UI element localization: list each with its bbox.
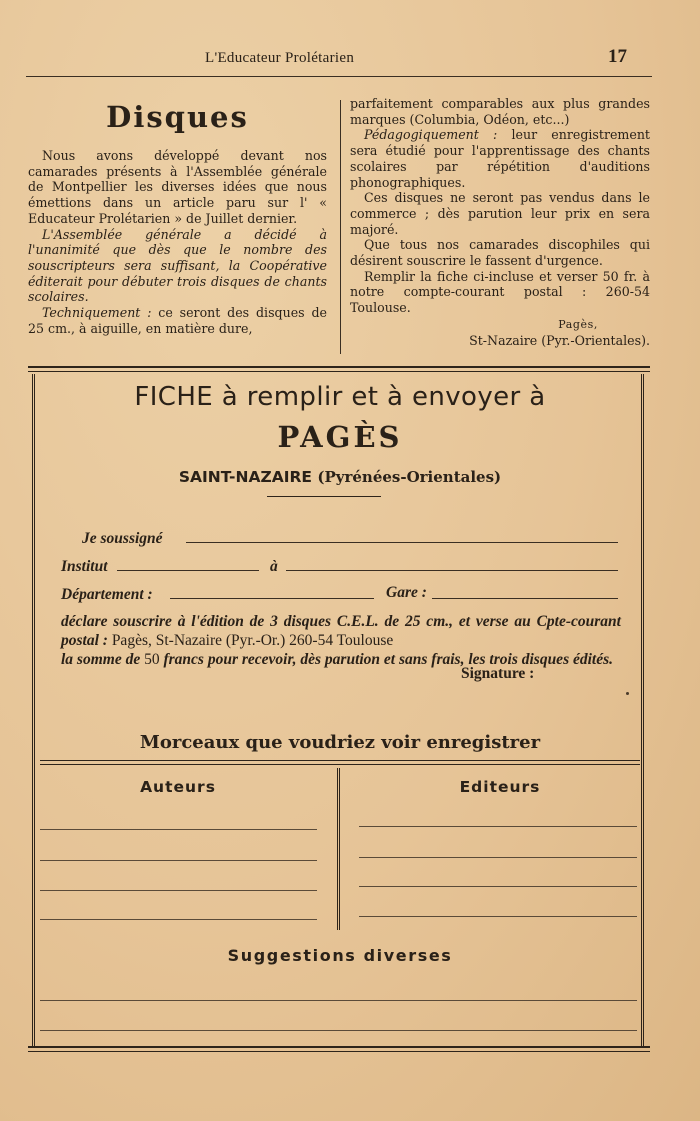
pedagogy-label: Pédagogiquement : bbox=[364, 127, 498, 143]
form-declaration bbox=[61, 612, 621, 669]
field-soussigne-line[interactable] bbox=[186, 542, 618, 543]
signature-label: Signature : bbox=[461, 665, 535, 682]
table-top-rule bbox=[40, 760, 640, 761]
suggestions-line[interactable] bbox=[40, 1000, 637, 1001]
suggestions-title: Suggestions diverses bbox=[227, 946, 453, 965]
field-label-soussigne: Je soussigné bbox=[82, 530, 163, 547]
suggestions-line[interactable] bbox=[40, 1030, 637, 1031]
technique-text: ce seront des disques de 25 cm., à aiguille, en matière dure, bbox=[28, 305, 327, 336]
page-number: 17 bbox=[608, 46, 627, 67]
form-recipient-place bbox=[40, 468, 640, 486]
declaration-part: 50 bbox=[140, 651, 164, 668]
article-title: Disques bbox=[106, 100, 249, 134]
editeurs-line[interactable] bbox=[359, 857, 637, 858]
field-label-a: à bbox=[270, 558, 278, 575]
field-label-gare: Gare : bbox=[386, 584, 427, 601]
running-header-title: L'Educateur Prolétarien bbox=[205, 50, 355, 66]
form-top-rule bbox=[28, 366, 650, 372]
editeurs-line[interactable] bbox=[359, 916, 637, 917]
field-a-line[interactable] bbox=[286, 570, 618, 571]
place-main: SAINT-NAZAIRE bbox=[178, 468, 312, 486]
field-gare-line[interactable] bbox=[432, 598, 618, 599]
auteurs-line[interactable] bbox=[40, 919, 317, 920]
article-paragraph: Que tous nos camarades discophiles qui désirent souscrire le fassent d'urgence. bbox=[350, 237, 650, 269]
field-departement-line[interactable] bbox=[170, 598, 374, 599]
form-heading: FICHE à remplir et à envoyer à bbox=[134, 382, 546, 412]
column-header-auteurs: Auteurs bbox=[140, 778, 216, 796]
column-divider bbox=[340, 100, 341, 354]
header-rule bbox=[26, 76, 652, 77]
auteurs-line[interactable] bbox=[40, 860, 317, 861]
declaration-part: Pagès, St-Nazaire (Pyr.-Or.) 260-54 Toulouse bbox=[107, 632, 394, 649]
declaration-part: la somme de bbox=[61, 651, 141, 668]
declaration-part: francs pour recevoir, dès parution et sans frais, les trois disques édités. bbox=[163, 651, 613, 668]
column-header-editeurs: Editeurs bbox=[459, 778, 541, 796]
technique-label: Techniquement : bbox=[42, 305, 152, 321]
article-paragraph bbox=[28, 305, 327, 336]
morceaux-title: Morceaux que voudriez voir enregistrer bbox=[139, 732, 541, 753]
place-underline bbox=[267, 496, 381, 497]
signature-name: Pagès, bbox=[558, 317, 598, 331]
place-sub: (Pyrénées-Orientales) bbox=[317, 468, 502, 486]
article-right-column bbox=[350, 96, 650, 348]
table-top-rule bbox=[40, 764, 640, 765]
field-label-institut: Institut bbox=[61, 558, 108, 575]
article-paragraph: Nous avons développé devant nos camarades présents à l'Assemblée générale de Montpellier les diverses idées que nous émettions dans un article paru sur l' « Educateur Prolétarien » de Juillet dernier. bbox=[28, 148, 327, 226]
signature-place: St-Nazaire (Pyr.-Orientales). bbox=[469, 332, 650, 348]
ink-speck bbox=[626, 692, 629, 695]
form-bottom-rule bbox=[28, 1046, 650, 1052]
auteurs-line[interactable] bbox=[40, 829, 317, 830]
article-left-column bbox=[28, 148, 327, 336]
auteurs-line[interactable] bbox=[40, 890, 317, 891]
declaration-part: déclare souscrire à l'édition de 3 disques C.E.L. de 25 cm., et verse au Cpte-courant postal : bbox=[61, 613, 621, 649]
article-paragraph: Remplir la fiche ci-incluse et verser 50 fr. à notre compte-courant postal : 260-54 Toulouse. bbox=[350, 268, 650, 316]
pedagogy-text: leur enregistrement sera étudié pour l'apprentissage des chants scolaires par répétition d'auditions phonographiques. bbox=[350, 127, 650, 190]
editeurs-line[interactable] bbox=[359, 826, 637, 827]
editeurs-line[interactable] bbox=[359, 886, 637, 887]
article-paragraph bbox=[350, 127, 650, 190]
field-institut-line[interactable] bbox=[117, 570, 259, 571]
article-paragraph: parfaitement comparables aux plus grandes marques (Columbia, Odéon, etc...) bbox=[350, 96, 650, 127]
article-paragraph: L'Assemblée générale a décidé à l'unanimité que dès que le nombre des souscripteurs sera suffisant, la Coopérative éditerait pour débuter trois disques de chants scolaires. bbox=[28, 226, 327, 305]
form-recipient-name: PAGÈS bbox=[277, 420, 403, 454]
article-paragraph: Ces disques ne seront pas vendus dans le commerce ; dès parution leur prix en sera majoré. bbox=[350, 190, 650, 237]
field-label-departement: Département : bbox=[61, 586, 153, 603]
table-column-divider bbox=[337, 768, 343, 930]
